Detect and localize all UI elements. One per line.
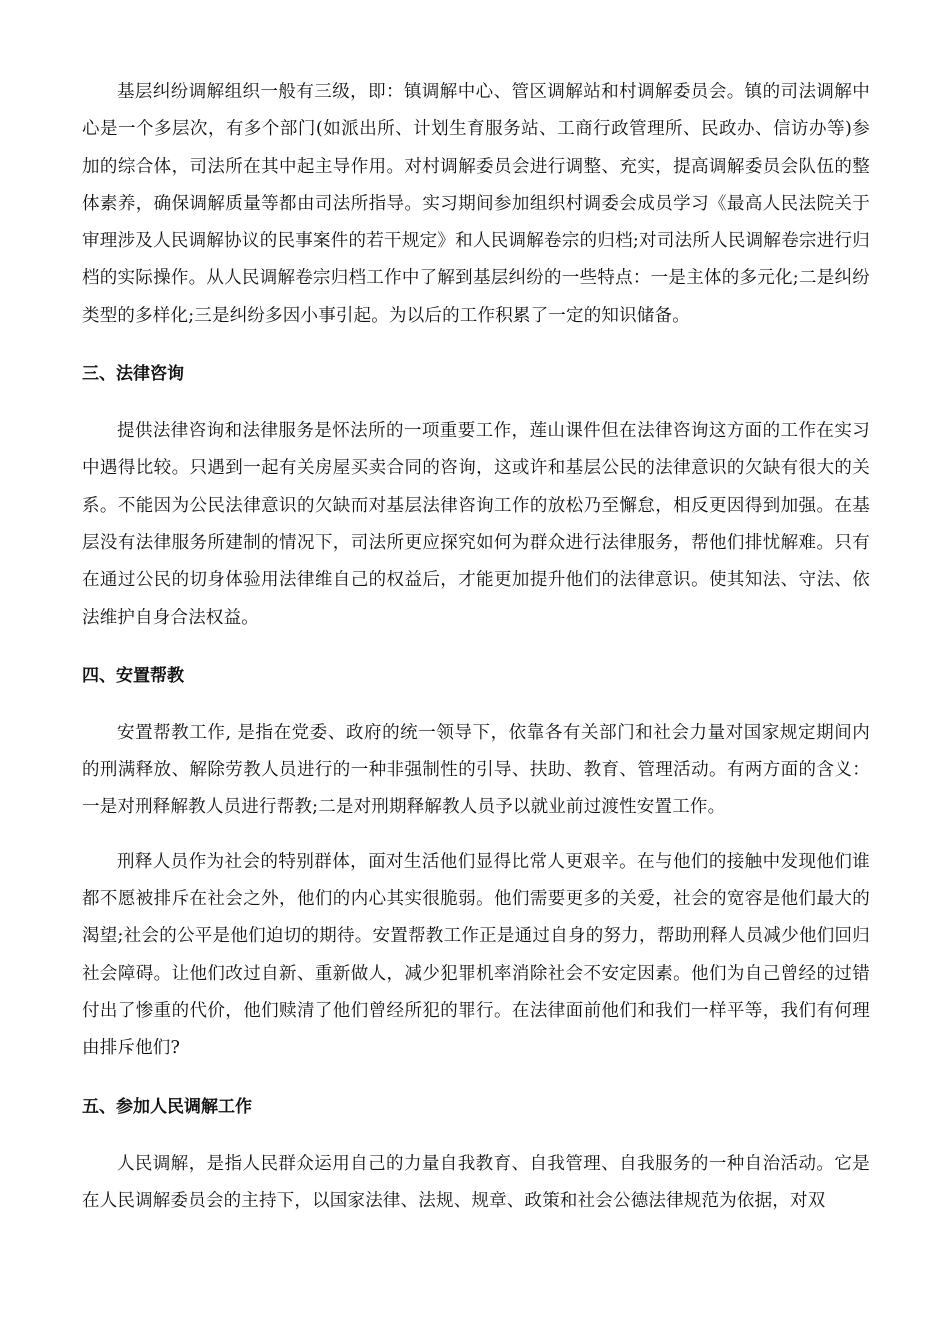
intro-paragraph: 基层纠纷调解组织一般有三级，即：镇调解中心、管区调解站和村调解委员会。镇的司法调解中心是一个多层次，有多个部门(如派出所、计划生育服务站、工商行政管理所、民政办、信访办等)参加的综合体，司法所在其中起主导作用。对村调解委员会进行调整、充实，提高调解委员会队伍的整体素养，确保调解质量等都由司法所指导。实习期间参加组织村调委会成员学习《最高人民法院关于审理涉及人民调解协议的民事案件的若干规定》和人民调解卷宗的归档;对司法所人民调解卷宗进行归档的实际操作。从人民调解卷宗归档工作中了解到基层纠纷的一些特点：一是主体的多元化;二是纠纷类型的多样化;三是纠纷多因小事引起。为以后的工作积累了一定的知识储备。	[82, 82, 870, 326]
section-heading-legal-consultation: 三、法律咨询	[82, 364, 184, 385]
mediation-paragraph: 人民调解，是指人民群众运用自己的力量自我教育、自我管理、自我服务的一种自治活动。它是在人民调解委员会的主持下，以国家法律、法规、规章、政策和社会公德法律规范为依据，对双	[82, 1153, 870, 1211]
legal-consultation-paragraph: 提供法律咨询和法律服务是怀法所的一项重要工作，莲山课件但在法律咨询这方面的工作在实习中遇得比较。只遇到一起有关房屋买卖合同的咨询，这或许和基层公民的法律意识的欠缺有很大的关系。不能因为公民法律意识的欠缺而对基层法律咨询工作的放松乃至懈怠，相反更因得到加强。在基层没有法律服务所建制的情况下，司法所更应探究如何为群众进行法律服务，帮他们排忧解难。只有在通过公民的切身体验用法律维自己的权益后，才能更加提升他们的法律意识。使其知法、守法、依法维护自身合法权益。	[82, 421, 870, 628]
resettlement-paragraph-2: 刑释人员作为社会的特别群体，面对生活他们显得比常人更艰辛。在与他们的接触中发现他们谁都不愿被排斥在社会之外，他们的内心其实很脆弱。他们需要更多的关爱，社会的宽容是他们最大的渴望;社会的公平是他们迫切的期待。安置帮教工作正是通过自身的努力，帮助刑释人员减少他们回归社会障碍。让他们改过自新、重新做人，减少犯罪机率消除社会不安定因素。他们为自己曾经的过错付出了惨重的代价，他们赎清了他们曾经所犯的罪行。在法律面前他们和我们一样平等，我们有何理由排斥他们?	[82, 851, 870, 1059]
section-heading-resettlement: 四、安置帮教	[82, 665, 184, 686]
section-heading-mediation: 五、参加人民调解工作	[82, 1096, 252, 1117]
document-page	[82, 74, 870, 1220]
resettlement-paragraph-1: 安置帮教工作, 是指在党委、政府的统一领导下，依靠各有关部门和社会力量对国家规定期间内的刑满释放、解除劳教人员进行的一种非强制性的引导、扶助、教育、管理活动。有两方面的含义：一是对刑释解教人员进行帮教;二是对刑期释解教人员予以就业前过渡性安置工作。	[82, 722, 870, 818]
